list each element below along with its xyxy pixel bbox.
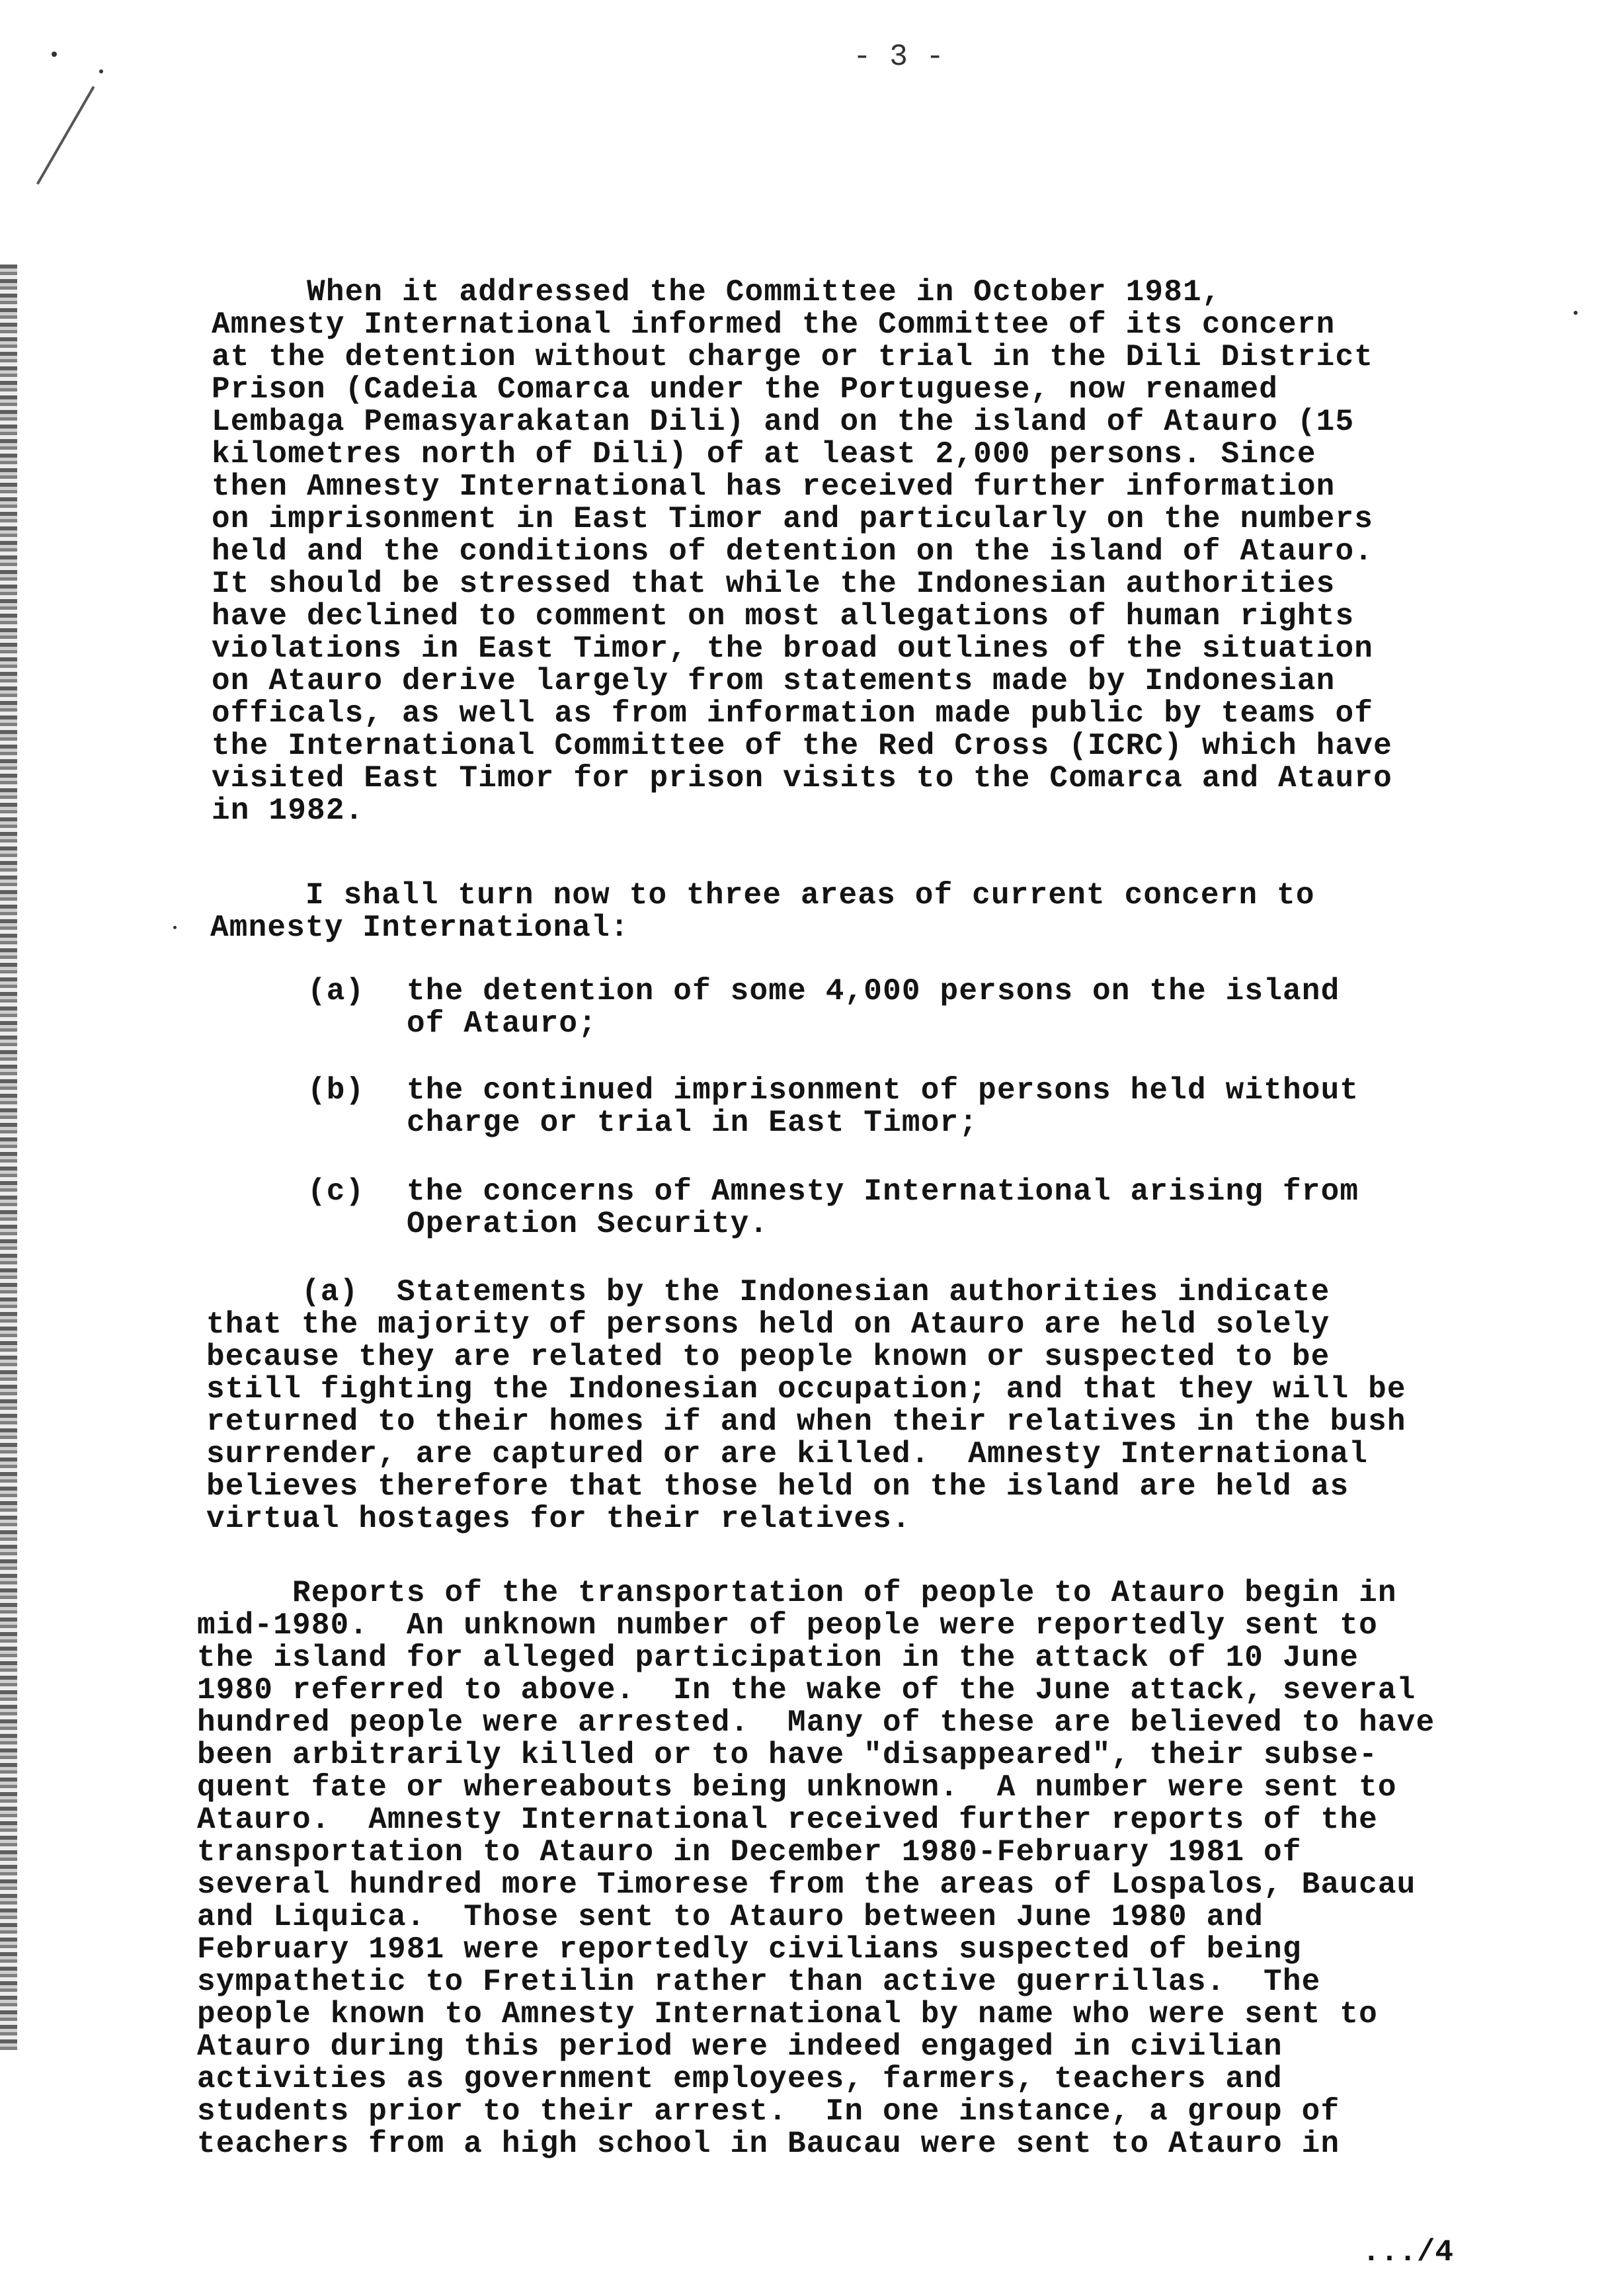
list-item-label: (b) [307,1073,365,1108]
scan-edge-artifact [0,265,17,2050]
list-item-text: the continued imprisonment of persons held without charge or trial in East Timor; [407,1073,1359,1140]
list-item [307,1174,1359,1273]
list-item-label: (c) [307,1174,365,1209]
paragraph-concerns: I shall turn now to three areas of current concern to Amnesty International: [210,878,1315,945]
scan-dot [1574,311,1578,315]
scan-dot [99,69,103,73]
list-item-text: the concerns of Amnesty International arising from Operation Security. [407,1174,1359,1241]
scan-mark [36,86,95,184]
paragraph-transportation: Reports of the transportation of people to Atauro begin in mid-1980. An unknown number of people were reportedly sent to the island for alleged participation in the attack of 10 June 1980 referred to above. In the wake of the June attack, several hundred people were arrested. Many of these are believed to have been arbitrarily killed or to have "disappeared", their subse- quent fate or whereabouts being unknown. A number were sent to Atauro. Amnesty International received further reports of the transportation to Atauro in December 1980-February 1981 of several hundred more Timorese from the areas of Lospalos, Baucau and Liquica. Those sent to Atauro between June 1980 and February 1981 were reportedly civilians suspected of being sympathetic to Fretilin rather than active guerrillas. The people known to Amnesty International by name who were sent to Atauro during this period were indeed engaged in civilian activities as government employees, farmers, teachers and students prior to their arrest. In one instance, a group of teachers from a high school in Baucau were sent to Atauro in [197,1576,1435,2161]
continuation-marker: .../4 [1362,2235,1454,2270]
paragraph-intro: When it addressed the Committee in October 1981, Amnesty International informed the Committee of its concern at the detention without charge or trial in the Dili District Prison (Cadeia Comarca under the Portuguese, now renamed Lembaga Pemasyarakatan Dili) and on the island of Atauro (15 kilometres north of Dili) of at least 2,000 persons. Since then Amnesty International has received further information on imprisonment in East Timor and particularly on the numbers held and the conditions of detention on the island of Atauro. It should be stressed that while the Indonesian authorities have declined to comment on most allegations of human rights violations in East Timor, the broad outlines of the situation on Atauro derive largely from statements made by Indonesian officals, as well as from information made public by teams of the International Committee of the Red Cross (ICRC) which have visited East Timor for prison visits to the Comarca and Atauro in 1982. [212,275,1392,828]
list-item [307,1073,1359,1172]
list-item-label: (a) [307,974,365,1008]
scan-dot [52,52,57,57]
scan-dot [173,926,177,929]
list-item [307,974,1340,1073]
page-number: - 3 - [853,40,945,74]
paragraph-atauro: (a) Statements by the Indonesian authorities indicate that the majority of persons held on Atauro are held solely because they are related to people known or suspected to be still fighting the Indonesian occupation; and that they will be returned to their homes if and when their relatives in the bush surrender, are captured or are killed. Amnesty International believes therefore that those held on the island are held as virtual hostages for their relatives. [206,1275,1406,1536]
list-item-text: the detention of some 4,000 persons on the island of Atauro; [407,974,1340,1041]
